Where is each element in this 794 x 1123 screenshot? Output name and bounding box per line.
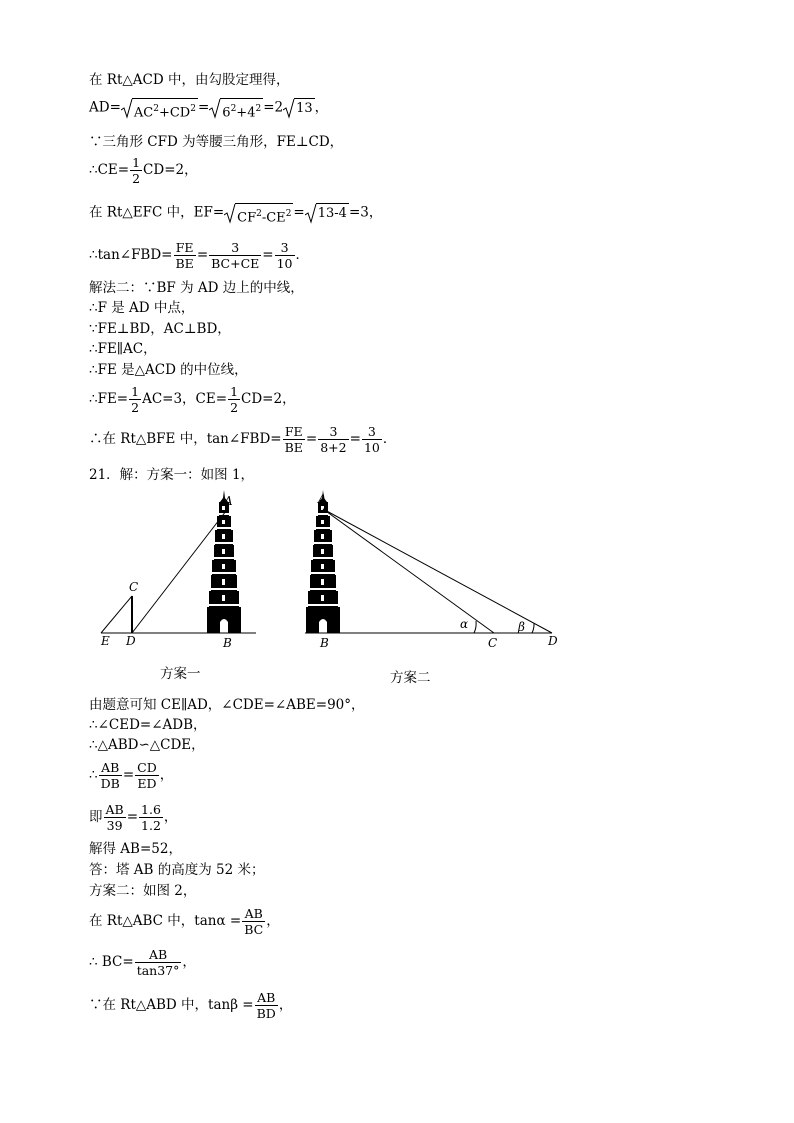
fraction	[135, 760, 159, 791]
denominator: 8+2	[320, 440, 347, 455]
text: +CD	[158, 105, 191, 121]
text: =	[126, 809, 139, 825]
exp: 2	[255, 104, 262, 114]
text: ，	[278, 997, 293, 1013]
numerator: 3	[318, 424, 348, 440]
text: =	[349, 431, 361, 447]
sqrt	[283, 98, 315, 118]
formula-ad	[89, 98, 329, 121]
denominator: BD	[256, 1006, 276, 1021]
text: ∴在 Rt△BFE 中，tan∠FBD=	[89, 431, 282, 447]
fraction	[242, 906, 265, 937]
sqrt	[209, 98, 263, 121]
text: ，	[314, 99, 329, 116]
denominator: 10	[276, 256, 293, 271]
fraction	[135, 947, 182, 978]
label-e1: E	[101, 634, 110, 648]
text: AC	[133, 105, 154, 121]
caption-plan-1: 方案一	[160, 666, 201, 682]
text: =	[196, 247, 209, 263]
denominator: BC	[244, 922, 264, 937]
fraction	[275, 240, 295, 271]
text: AD=	[89, 99, 121, 116]
radical-icon	[209, 98, 221, 120]
numerator: 1.6	[141, 802, 161, 817]
text-line: 在 Rt△ACD 中，由勾股定理得，	[89, 72, 290, 88]
text: ，	[182, 954, 196, 970]
text: =	[197, 99, 210, 116]
numerator: CD	[137, 760, 157, 775]
exp: 2	[190, 104, 196, 114]
exp: 2	[230, 104, 237, 114]
text: ，	[163, 809, 178, 825]
text: ∵在 Rt△ABD 中，tanβ =	[89, 997, 254, 1013]
text-line: ∵三角形 CFD 为等腰三角形，FE⊥CD，	[89, 134, 344, 150]
exp: 2	[153, 104, 159, 114]
numerator: 1	[131, 384, 140, 399]
numerator: AB	[99, 760, 122, 776]
text: ∴FE=	[89, 391, 129, 407]
text-line: ∴△ABD∽△CDE，	[89, 737, 205, 753]
numerator: 1	[230, 384, 239, 399]
pagoda-icon	[206, 490, 242, 633]
figure-plan-2	[305, 490, 552, 633]
sqrt	[121, 98, 198, 121]
numerator: 3	[362, 424, 382, 440]
denominator: BE	[284, 440, 303, 455]
fraction	[228, 384, 240, 415]
text: AC=3，CE=	[142, 391, 228, 407]
text: 在 Rt△EFC 中，EF=	[89, 204, 225, 221]
text: CF	[237, 210, 257, 226]
fraction	[255, 990, 278, 1021]
text: 在 Rt△ABC 中，tanα =	[89, 913, 242, 929]
denominator: DB	[100, 776, 120, 791]
fraction	[104, 802, 126, 833]
fraction	[209, 240, 261, 271]
denominator: 2	[132, 171, 141, 186]
fraction	[318, 424, 348, 455]
text: ∴CE=	[89, 162, 130, 178]
numerator: FE	[283, 424, 305, 440]
text: 即	[89, 809, 103, 825]
label-c2: C	[488, 636, 498, 650]
text: =2	[263, 99, 284, 116]
formula-ef	[89, 203, 383, 226]
text: =	[122, 767, 135, 783]
pagoda-icon	[305, 490, 341, 633]
label-beta: β	[518, 620, 525, 634]
numerator: AB	[242, 906, 265, 922]
text-line: ∴∠CED=∠ADB，	[89, 717, 207, 733]
text: -CE	[261, 210, 286, 226]
text: 13-4	[316, 203, 349, 223]
text: ．	[382, 431, 397, 447]
text-line: 解法二：∵BF 为 AD 边上的中线，	[89, 280, 304, 296]
exp: 2	[256, 209, 262, 219]
formula-ratio	[89, 760, 173, 791]
denominator: ED	[137, 776, 157, 791]
text: =	[262, 247, 274, 263]
formula-ratio-values	[89, 802, 177, 833]
text: ．	[295, 247, 309, 263]
text: ∴ BC=	[89, 954, 134, 970]
text: ，	[266, 913, 280, 929]
text: ∴tan∠FBD=	[89, 247, 173, 263]
text-line: ∵FE⊥BD，AC⊥BD，	[89, 321, 231, 337]
formula-tan-1	[89, 240, 309, 271]
fraction	[129, 384, 141, 415]
numerator: AB	[135, 947, 182, 963]
text: +4	[236, 105, 256, 121]
label-alpha: α	[460, 617, 469, 631]
text: CD=2，	[241, 391, 296, 407]
text-line: ∴F 是 AD 中点，	[89, 300, 195, 316]
formula-fe	[89, 384, 296, 415]
radical-icon	[283, 98, 295, 120]
numerator: 3	[275, 240, 295, 256]
fraction	[362, 424, 382, 455]
text-line: 方案二：如图 2，	[89, 883, 197, 899]
denominator: 1.2	[141, 818, 161, 833]
denominator: 2	[131, 400, 140, 415]
text-line: 由题意可知 CE∥AD，∠CDE=∠ABE=90°，	[89, 697, 365, 713]
denominator: 39	[106, 818, 123, 833]
denominator: BC+CE	[211, 256, 260, 271]
numerator: AB	[105, 802, 124, 817]
fraction	[99, 760, 122, 791]
text-line: 答：塔 AB 的高度为 52 米；	[89, 862, 265, 878]
sqrt	[305, 203, 349, 223]
text: =3，	[348, 204, 383, 221]
numerator: 3	[209, 240, 261, 256]
exp: 2	[285, 209, 292, 219]
radical-icon	[121, 98, 133, 120]
denominator: BE	[175, 256, 194, 271]
radical-icon	[305, 203, 317, 225]
text: =	[293, 204, 305, 221]
text: CD=2，	[143, 162, 198, 178]
formula-tan-beta	[89, 990, 292, 1021]
fraction	[139, 802, 163, 833]
label-d1: D	[126, 634, 136, 648]
text-line: 解得 AB=52，	[89, 841, 182, 857]
text: =	[305, 431, 318, 447]
text: 13	[294, 98, 315, 118]
pagoda-figures	[90, 490, 570, 640]
label-c1: C	[129, 580, 139, 594]
figure-plan-1	[101, 490, 256, 633]
text-line: ∴FE∥AC，	[89, 341, 157, 357]
text: ，	[159, 767, 174, 783]
denominator: 2	[230, 400, 239, 415]
label-a1: A	[224, 494, 233, 508]
radical-icon	[224, 203, 236, 225]
caption-plan-2: 方案二	[390, 670, 431, 686]
label-d2: D	[548, 634, 558, 648]
text: 6	[222, 105, 231, 121]
numerator: AB	[255, 990, 278, 1006]
text-line: ∴FE 是△ACD 的中位线，	[89, 362, 248, 378]
denominator: 10	[363, 440, 380, 455]
text-line: 21．解：方案一：如图 1，	[89, 467, 255, 483]
formula-ce	[89, 155, 198, 186]
fraction	[130, 155, 142, 186]
numerator: FE	[174, 240, 196, 256]
sqrt	[224, 203, 293, 226]
fraction	[174, 240, 196, 271]
formula-bc	[89, 947, 196, 978]
label-a2: A	[318, 492, 327, 506]
formula-tan-alpha	[89, 906, 280, 937]
fraction	[283, 424, 305, 455]
label-b1: B	[223, 636, 232, 650]
formula-tan-2	[89, 424, 396, 455]
label-b2: B	[320, 636, 329, 650]
numerator: 1	[132, 155, 141, 170]
text: ∴	[89, 767, 98, 783]
denominator: tan37°	[136, 963, 180, 978]
